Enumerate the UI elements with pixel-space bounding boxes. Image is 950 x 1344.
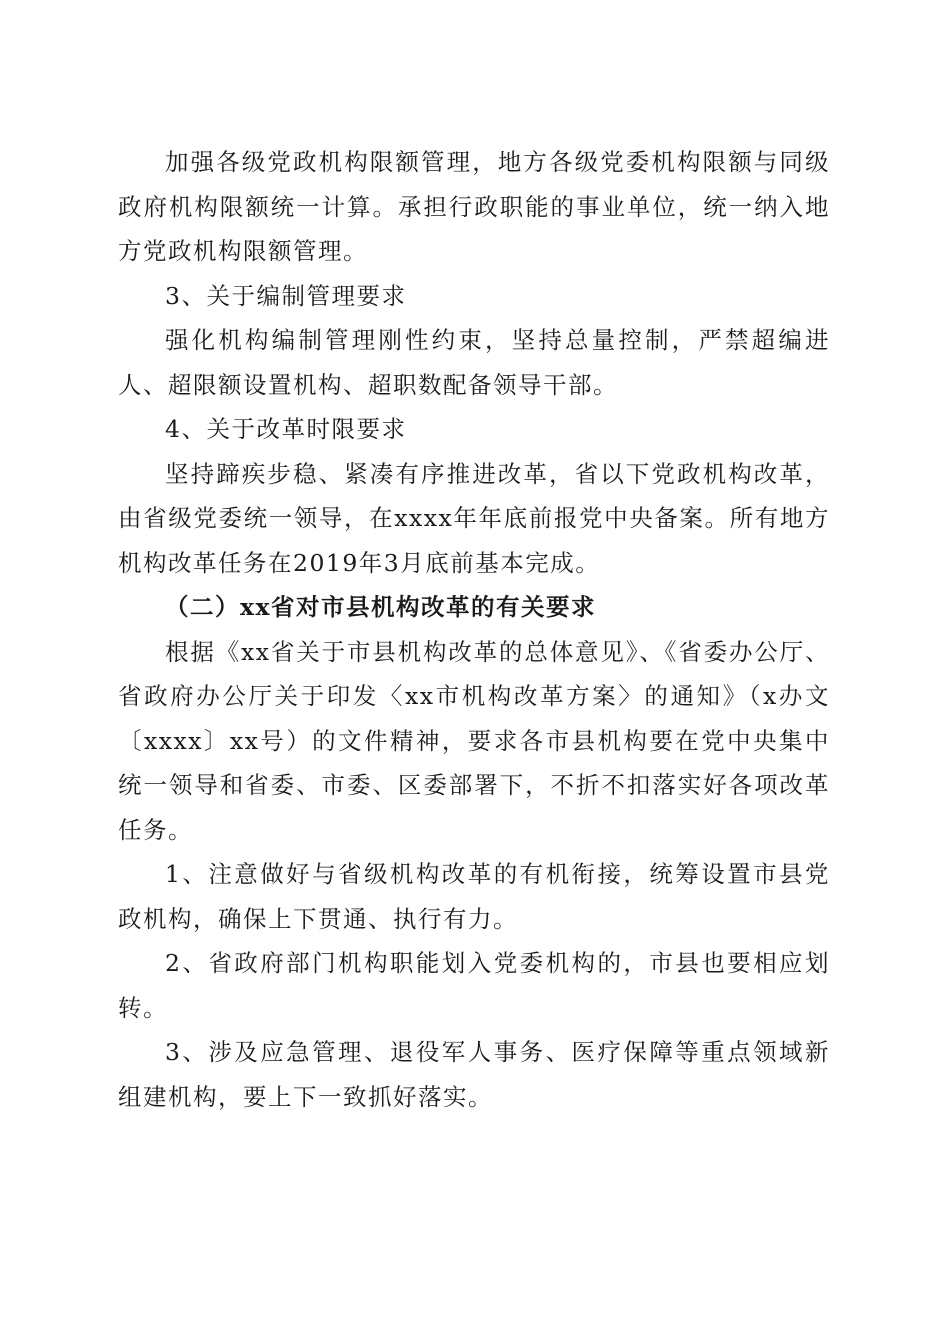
heading-reform-deadline: 4、关于改革时限要求: [165, 415, 407, 443]
list-item-1: 1、注意做好与省级机构改革的有机衔接，统筹设置市县党政机构，确保上下贯通、执行有力。: [118, 860, 830, 933]
heading-section-two: （二）xx省对市县机构改革的有关要求: [165, 593, 597, 621]
document-body: [118, 140, 830, 1119]
list-item-2: 2、省政府部门机构职能划入党委机构的，市县也要相应划转。: [118, 949, 830, 1022]
paragraph-reform-deadline: 坚持蹄疾步稳、紧凑有序推进改革，省以下党政机构改革，由省级党委统一领导，在xxxx年年底前报党中央备案。所有地方机构改革任务在2019年3月底前基本完成。: [118, 459, 830, 577]
paragraph-provincial-guidance: 根据《xx省关于市县机构改革的总体意见》、《省委办公厅、省政府办公厅关于印发〈xx市机构改革方案〉的通知》（x办文〔xxxx〕xx号）的文件精神，要求各市县机构要在党中央集中统一领导和省委、市委、区委部署下，不折不扣落实好各项改革任务。: [118, 637, 830, 844]
list-item-3: 3、涉及应急管理、退役军人事务、医疗保障等重点领域新组建机构，要上下一致抓好落实。: [118, 1038, 830, 1111]
paragraph-quota-management: 加强各级党政机构限额管理，地方各级党委机构限额与同级政府机构限额统一计算。承担行政职能的事业单位，统一纳入地方党政机构限额管理。: [118, 148, 830, 265]
heading-staffing-requirements: 3、关于编制管理要求: [165, 281, 407, 310]
paragraph-staffing-constraints: 强化机构编制管理刚性约束，坚持总量控制，严禁超编进人、超限额设置机构、超职数配备领导干部。: [118, 326, 830, 399]
